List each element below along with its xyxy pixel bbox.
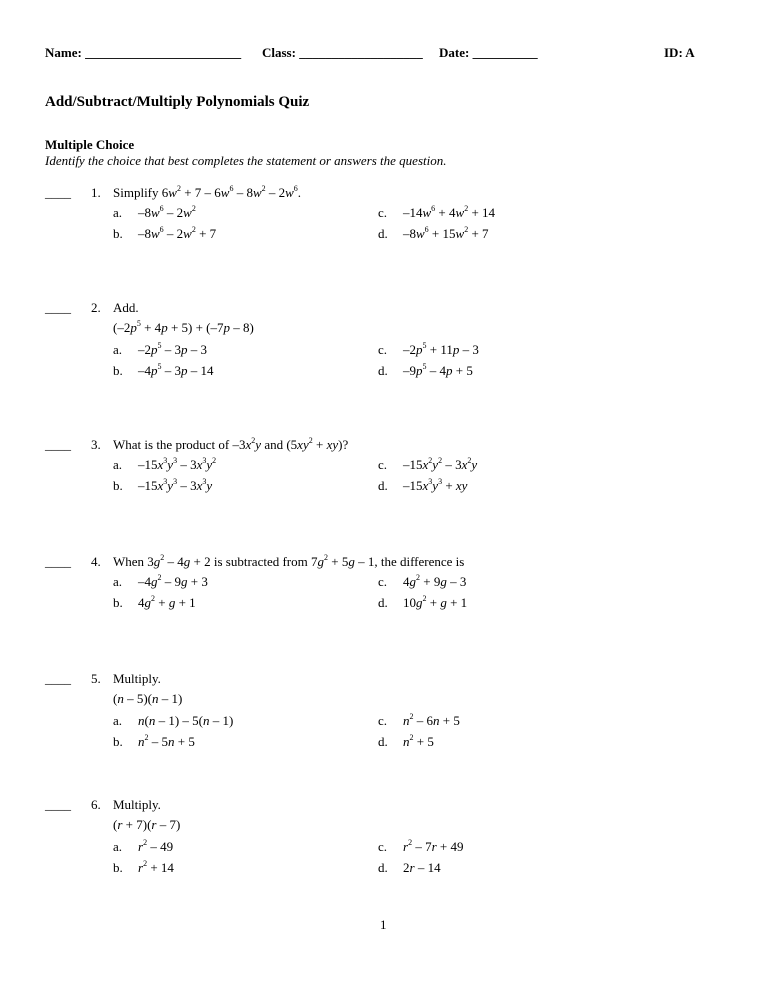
question-prompt: What is the product of $-3x^2y$ and $(5xy^2 + xy)$? (113, 436, 349, 452)
question-number: 2. (91, 300, 101, 315)
choice-letter[interactable]: a. (113, 205, 123, 220)
choice-letter[interactable]: a. (113, 574, 123, 589)
choice-text[interactable]: $-4g^2 - 9g + 3$ (138, 573, 208, 589)
choice-letter[interactable]: b. (113, 734, 123, 749)
choice-letter[interactable]: c. (378, 205, 388, 220)
choice-letter[interactable]: c. (378, 713, 388, 728)
choice-text[interactable]: $r^2 - 49$ (138, 838, 174, 854)
answer-blank[interactable]: ____ (45, 554, 71, 569)
question-number: 3. (91, 437, 101, 452)
choice-text[interactable]: $-9p^5 - 4p + 5$ (403, 362, 473, 378)
choice-text[interactable]: $-8w^6 - 2w^2 + 7$ (138, 225, 217, 241)
choice-text[interactable]: $-2p^5 + 11p - 3$ (403, 341, 479, 357)
choice-letter[interactable]: c. (378, 839, 388, 854)
choice-letter[interactable]: c. (378, 574, 388, 589)
choice-letter[interactable]: a. (113, 713, 123, 728)
choice-text[interactable]: $-15x^3y^3 - 3x^3y^2$ (138, 456, 217, 472)
choice-text[interactable]: $-14w^6 + 4w^2 + 14$ (403, 204, 496, 220)
choice-letter[interactable]: c. (378, 342, 388, 357)
choice-letter[interactable]: b. (113, 478, 123, 493)
choice-letter[interactable]: d. (378, 860, 388, 875)
page-number: 1 (380, 917, 387, 932)
choice-letter[interactable]: a. (113, 342, 123, 357)
choice-text[interactable]: $-15x^3y^3$ + xy (403, 477, 468, 493)
choice-text[interactable]: $-15x^2y^2 - 3x^2y$ (403, 456, 478, 472)
question-subprompt: $(-2p^5 + 4p + 5) + (-7p - 8)$ (113, 319, 254, 335)
choice-letter[interactable]: b. (113, 595, 123, 610)
choice-text[interactable]: $r^2 - 7r + 49$ (403, 838, 464, 854)
answer-blank[interactable]: ____ (45, 671, 71, 686)
choice-text[interactable]: $-2p^5 - 3p - 3$ (138, 341, 207, 357)
section-heading: Multiple Choice (45, 137, 135, 152)
question-number: 6. (91, 797, 101, 812)
choice-text[interactable]: $4g^2 + g + 1$ (138, 594, 196, 610)
answer-blank[interactable]: ____ (45, 300, 71, 315)
choice-letter[interactable]: d. (378, 478, 388, 493)
choice-letter[interactable]: a. (113, 839, 123, 854)
choice-text[interactable]: $r^2 + 14$ (138, 859, 174, 875)
page-title: Add/Subtract/Multiply Polynomials Quiz (45, 94, 310, 110)
choice-text[interactable]: $n^2 - 6n + 5$ (403, 712, 460, 728)
question-number: 1. (91, 185, 101, 200)
id-label: ID: A (664, 45, 695, 60)
name-field[interactable]: Name: ________________________ (45, 45, 242, 60)
answer-blank[interactable]: ____ (45, 797, 71, 812)
question-prompt: Add. (113, 300, 139, 315)
choice-text[interactable]: $10g^2 + g + 1$ (403, 594, 468, 610)
question-prompt: Simplify $6w^2 + 7 - 6w^6 - 8w^2 - 2w^6$. (113, 184, 302, 200)
question-number: 5. (91, 671, 101, 686)
choice-text[interactable]: $n^2 - 5n + 5$ (138, 733, 195, 749)
question-prompt: When $3g^2 - 4g + 2$ is subtracted from $7g^2 + 5g - 1$, the difference is (113, 553, 465, 569)
choice-text[interactable]: $-8w^6 + 15w^2 + 7$ (403, 225, 489, 241)
question-subprompt: (r + 7)(r – 7) (113, 817, 181, 832)
choice-letter[interactable]: a. (113, 457, 123, 472)
choice-text[interactable]: $-15x^3y^3 - 3x^3y$ (138, 477, 213, 493)
choice-letter[interactable]: d. (378, 363, 388, 378)
choice-text[interactable]: $-4p^5 - 3p - 14$ (138, 362, 214, 378)
section-instructions: Identify the choice that best completes the statement or answers the question. (45, 153, 447, 168)
answer-blank[interactable]: ____ (45, 437, 71, 452)
question-prompt: Multiply. (113, 797, 161, 812)
answer-blank[interactable]: ____ (45, 185, 71, 200)
choice-letter[interactable]: d. (378, 734, 388, 749)
choice-letter[interactable]: d. (378, 226, 388, 241)
choice-letter[interactable]: b. (113, 226, 123, 241)
choice-text[interactable]: $n^2 + 5$ (403, 733, 434, 749)
choice-text[interactable]: n(n – 1) – 5(n – 1) (138, 713, 234, 728)
date-field[interactable]: Date: __________ (439, 45, 538, 60)
question-prompt: Multiply. (113, 671, 161, 686)
question-subprompt: (n – 5)(n – 1) (113, 691, 183, 706)
question-number: 4. (91, 554, 101, 569)
choice-letter[interactable]: b. (113, 860, 123, 875)
choice-letter[interactable]: c. (378, 457, 388, 472)
choice-text[interactable]: $4g^2 + 9g - 3$ (403, 573, 467, 589)
choice-letter[interactable]: d. (378, 595, 388, 610)
class-field[interactable]: Class: ___________________ (262, 45, 423, 60)
choice-text[interactable]: 2r – 14 (403, 860, 441, 875)
choice-letter[interactable]: b. (113, 363, 123, 378)
choice-text[interactable]: $-8w^6 - 2w^2$ (138, 204, 196, 220)
